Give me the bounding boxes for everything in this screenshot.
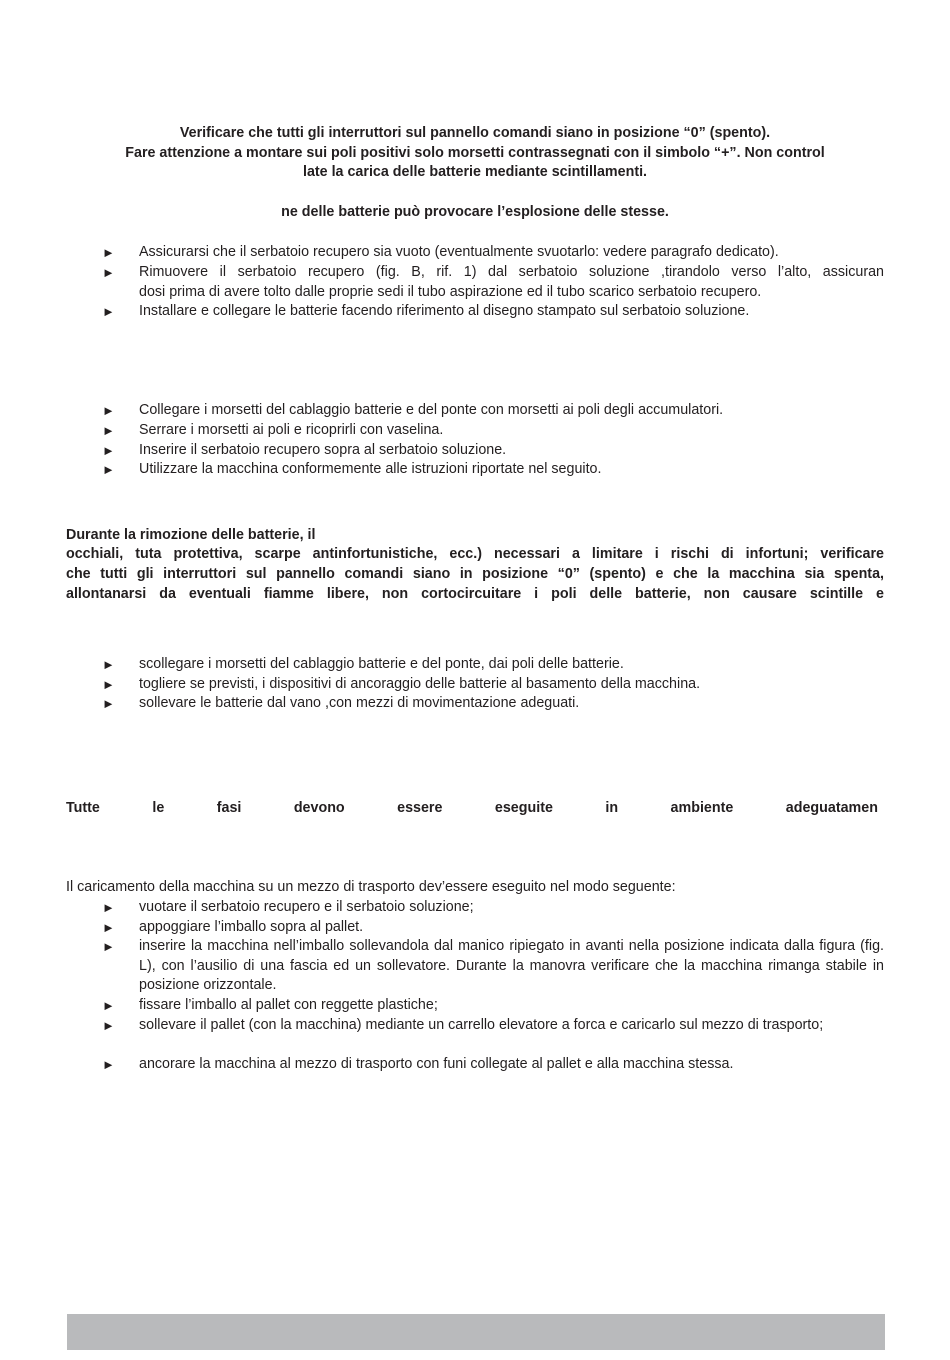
phases-word: in xyxy=(605,800,619,816)
bullet-marker: ► xyxy=(102,696,115,711)
warning-line-4: allontanarsi da eventuali fiamme libere, non cortocircuitare i poli delle batterie, non causare scintille e xyxy=(66,586,884,602)
phases-line xyxy=(66,799,878,819)
loading-intro: Il caricamento della macchina su un mezzo di trasporto dev’essere eseguito nel modo seguente: xyxy=(66,879,676,895)
intro-line-3: late la carica delle batterie mediante scintillamenti. xyxy=(302,164,648,180)
phases-word: eseguite xyxy=(494,800,553,816)
bullet-marker: ► xyxy=(102,998,115,1013)
footer-bar xyxy=(67,1314,885,1350)
phases-word: devono xyxy=(293,800,345,816)
bullet-marker: ► xyxy=(102,304,115,319)
intro-line-2: Fare attenzione a montare sui poli positivi solo morsetti contrassegnati con il simbolo “+”. Non control xyxy=(125,145,825,161)
warning-line-3: che tutti gli interruttori sul pannello comandi siano in posizione “0” (spento) e che la macchina sia spenta, xyxy=(66,566,884,582)
list4-item-1: vuotare il serbatoio recupero e il serbatoio soluzione; xyxy=(139,899,474,915)
warning-line-2: occhiali, tuta protettiva, scarpe antinfortunistiche, ecc.) necessari a limitare i rischi di infortuni; verificare xyxy=(66,546,884,562)
phases-word: le xyxy=(152,800,165,816)
bullet-marker: ► xyxy=(102,443,115,458)
list2-item-3: Inserire il serbatoio recupero sopra al serbatoio soluzione. xyxy=(139,442,507,458)
list3-item-1: scollegare i morsetti del cablaggio batterie e del ponte, dai poli delle batterie. xyxy=(139,656,624,672)
list4-item-3: inserire la macchina nell’imballo sollevandola dal manico ripiegato in avanti nella posizione indicata dalla figura (fig. L), con l’ausilio di una fascia ed un sollevatore. Durante la manovra verificare che la macchina rimanga stabile in posizione orizzontale. xyxy=(139,938,884,994)
list2-item-2: Serrare i morsetti ai poli e ricoprirli con vaselina. xyxy=(139,422,444,438)
phases-word: fasi xyxy=(216,800,242,816)
list4-item-5: sollevare il pallet (con la macchina) mediante un carrello elevatore a forca e caricarlo sul mezzo di trasporto; xyxy=(139,1017,824,1033)
bullet-marker: ► xyxy=(102,939,115,954)
bullet-marker: ► xyxy=(102,403,115,418)
bullet-marker: ► xyxy=(102,462,115,477)
bullet-marker: ► xyxy=(102,423,115,438)
list2-item-4: Utilizzare la macchina conformemente alle istruzioni riportate nel seguito. xyxy=(139,461,602,477)
list4-item-6: ancorare la macchina al mezzo di trasporto con funi collegate al pallet e alla macchina stessa. xyxy=(139,1056,734,1072)
list3-item-2: togliere se previsti, i dispositivi di ancoraggio delle batterie al basamento della macchina. xyxy=(139,676,701,692)
bullet-marker: ► xyxy=(102,900,115,915)
list1-item-3: Installare e collegare le batterie facendo riferimento al disegno stampato sul serbatoio soluzione. xyxy=(139,303,750,319)
phases-word: Tutte xyxy=(66,800,100,816)
phases-word: ambiente xyxy=(670,800,734,816)
list3-item-3: sollevare le batterie dal vano ,con mezzi di movimentazione adeguati. xyxy=(139,695,580,711)
list4-item-4: fissare l’imballo al pallet con reggette plastiche; xyxy=(139,997,438,1013)
bullet-marker: ► xyxy=(102,245,115,260)
list4-item-2: appoggiare l’imballo sopra al pallet. xyxy=(139,919,364,935)
bullet-marker: ► xyxy=(102,677,115,692)
warning-line-1: Durante la rimozione delle batterie, il xyxy=(66,527,316,543)
bullet-marker: ► xyxy=(102,1057,115,1072)
list1-item-2-cont: dosi prima di avere tolto dalle proprie sedi il tubo aspirazione ed il tubo scarico serbatoio recupero. xyxy=(139,284,762,300)
list2-item-1: Collegare i morsetti del cablaggio batterie e del ponte con morsetti ai poli degli accumulatori. xyxy=(139,402,724,418)
phases-word: adeguatamen xyxy=(785,800,878,816)
phases-word: essere xyxy=(397,800,443,816)
bullet-marker: ► xyxy=(102,1018,115,1033)
list1-item-2: Rimuovere il serbatoio recupero (fig. B, rif. 1) dal serbatoio soluzione ,tirandolo verso l’alto, assicuran xyxy=(139,264,884,280)
list1-item-1: Assicurarsi che il serbatoio recupero sia vuoto (eventualmente svuotarlo: vedere paragrafo dedicato). xyxy=(139,244,779,260)
bullet-marker: ► xyxy=(102,657,115,672)
intro-line-1: Verificare che tutti gli interruttori sul pannello comandi siano in posizione “0” (spento). xyxy=(179,125,771,141)
bullet-marker: ► xyxy=(102,920,115,935)
intro-line-4: ne delle batterie può provocare l’esplosione delle stesse. xyxy=(281,204,669,220)
bullet-marker: ► xyxy=(102,265,115,280)
